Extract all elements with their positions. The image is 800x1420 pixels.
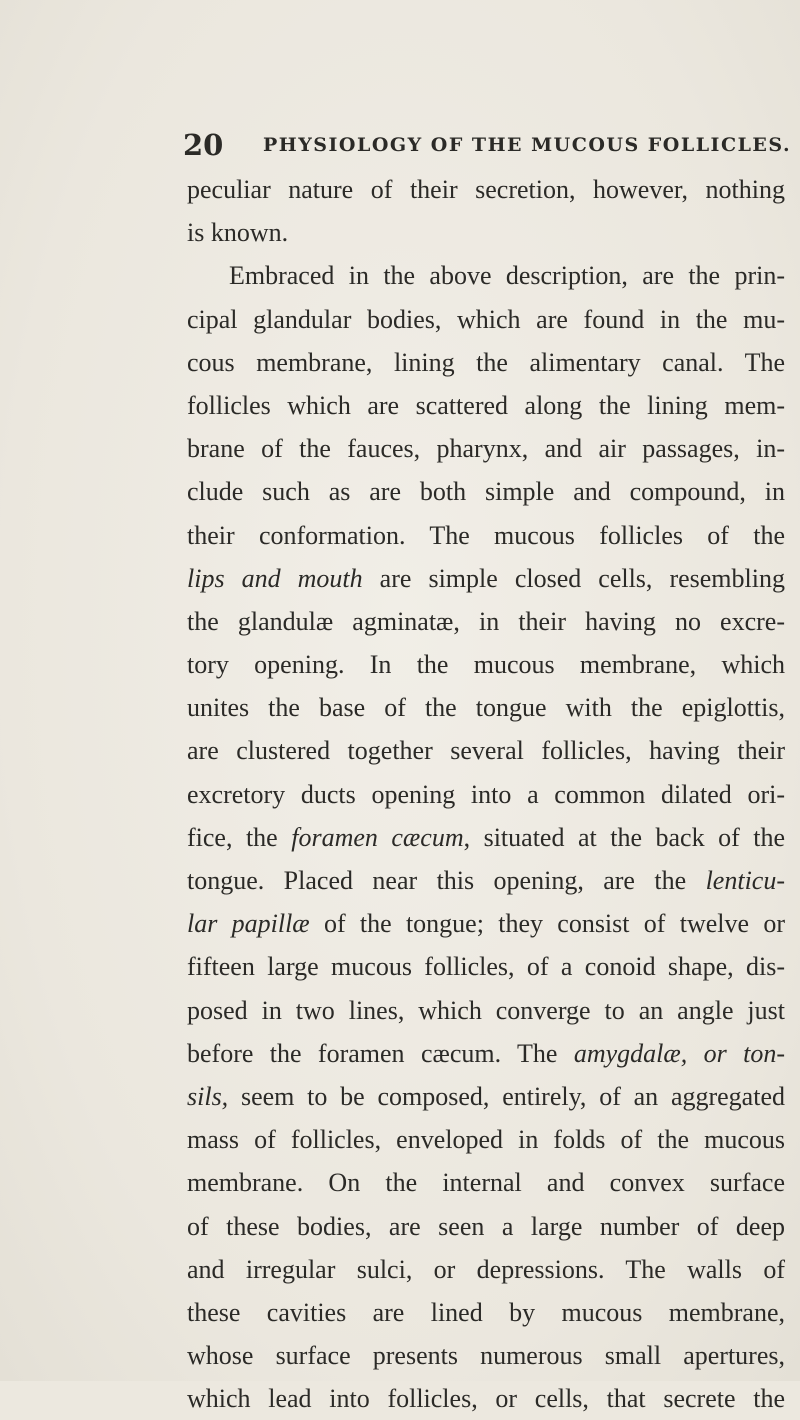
text-line: follicles which are scattered along the lining mem- xyxy=(187,390,785,420)
text-line: cous membrane, lining the alimentary canal. The xyxy=(187,347,785,377)
text-line: tongue. Placed near this opening, are the lenticu- xyxy=(187,866,785,895)
text-line: of these bodies, are seen a large number of deep xyxy=(187,1211,785,1241)
text-line: clude such as are both simple and compound, in xyxy=(187,477,785,507)
running-head: PHYSIOLOGY OF THE MUCOUS FOLLICLES. xyxy=(263,134,792,156)
text-line: whose surface presents numerous small apertures, xyxy=(187,1341,785,1371)
text-line: are clustered together several follicles, having their xyxy=(187,736,785,766)
body-text xyxy=(187,168,785,1420)
page-number: 20 xyxy=(183,128,224,162)
text-line: lips and mouth are simple closed cells, resembling xyxy=(187,563,785,593)
text-line: their conformation. The mucous follicles of the xyxy=(187,520,785,550)
text-line: is known. xyxy=(187,218,289,248)
text-line: fice, the foramen cæcum, situated at the back of the xyxy=(187,822,785,852)
text-line: and irregular sulci, or depressions. The walls of xyxy=(187,1254,785,1284)
text-line: which lead into follicles, or cells, that secrete the xyxy=(187,1384,785,1414)
text-line: cipal glandular bodies, which are found in the mu- xyxy=(187,304,785,334)
text-line: peculiar nature of their secretion, however, nothing xyxy=(187,175,785,204)
text-line: posed in two lines, which converge to an angle just xyxy=(187,995,785,1025)
text-line: excretory ducts opening into a common dilated ori- xyxy=(187,779,785,809)
text-line: unites the base of the tongue with the epiglottis, xyxy=(187,693,785,723)
text-line: fifteen large mucous follicles, of a conoid shape, dis- xyxy=(187,952,785,982)
text-line: tory opening. In the mucous membrane, which xyxy=(187,650,785,680)
text-line: these cavities are lined by mucous membrane, xyxy=(187,1297,785,1327)
text-line: before the foramen cæcum. The amygdalæ, or ton- xyxy=(187,1038,785,1068)
text-line: lar papillæ of the tongue; they consist of twelve or xyxy=(187,909,785,939)
text-line: sils, seem to be composed, entirely, of an aggregated xyxy=(187,1081,785,1111)
text-line: the glandulæ agminatæ, in their having no excre- xyxy=(187,606,785,636)
text-line: brane of the fauces, pharynx, and air passages, in- xyxy=(187,434,785,464)
text-line: Embraced in the above description, are the prin- xyxy=(229,261,785,291)
text-line: mass of follicles, enveloped in folds of the mucous xyxy=(187,1125,785,1155)
text-line: membrane. On the internal and convex surface xyxy=(187,1168,785,1198)
